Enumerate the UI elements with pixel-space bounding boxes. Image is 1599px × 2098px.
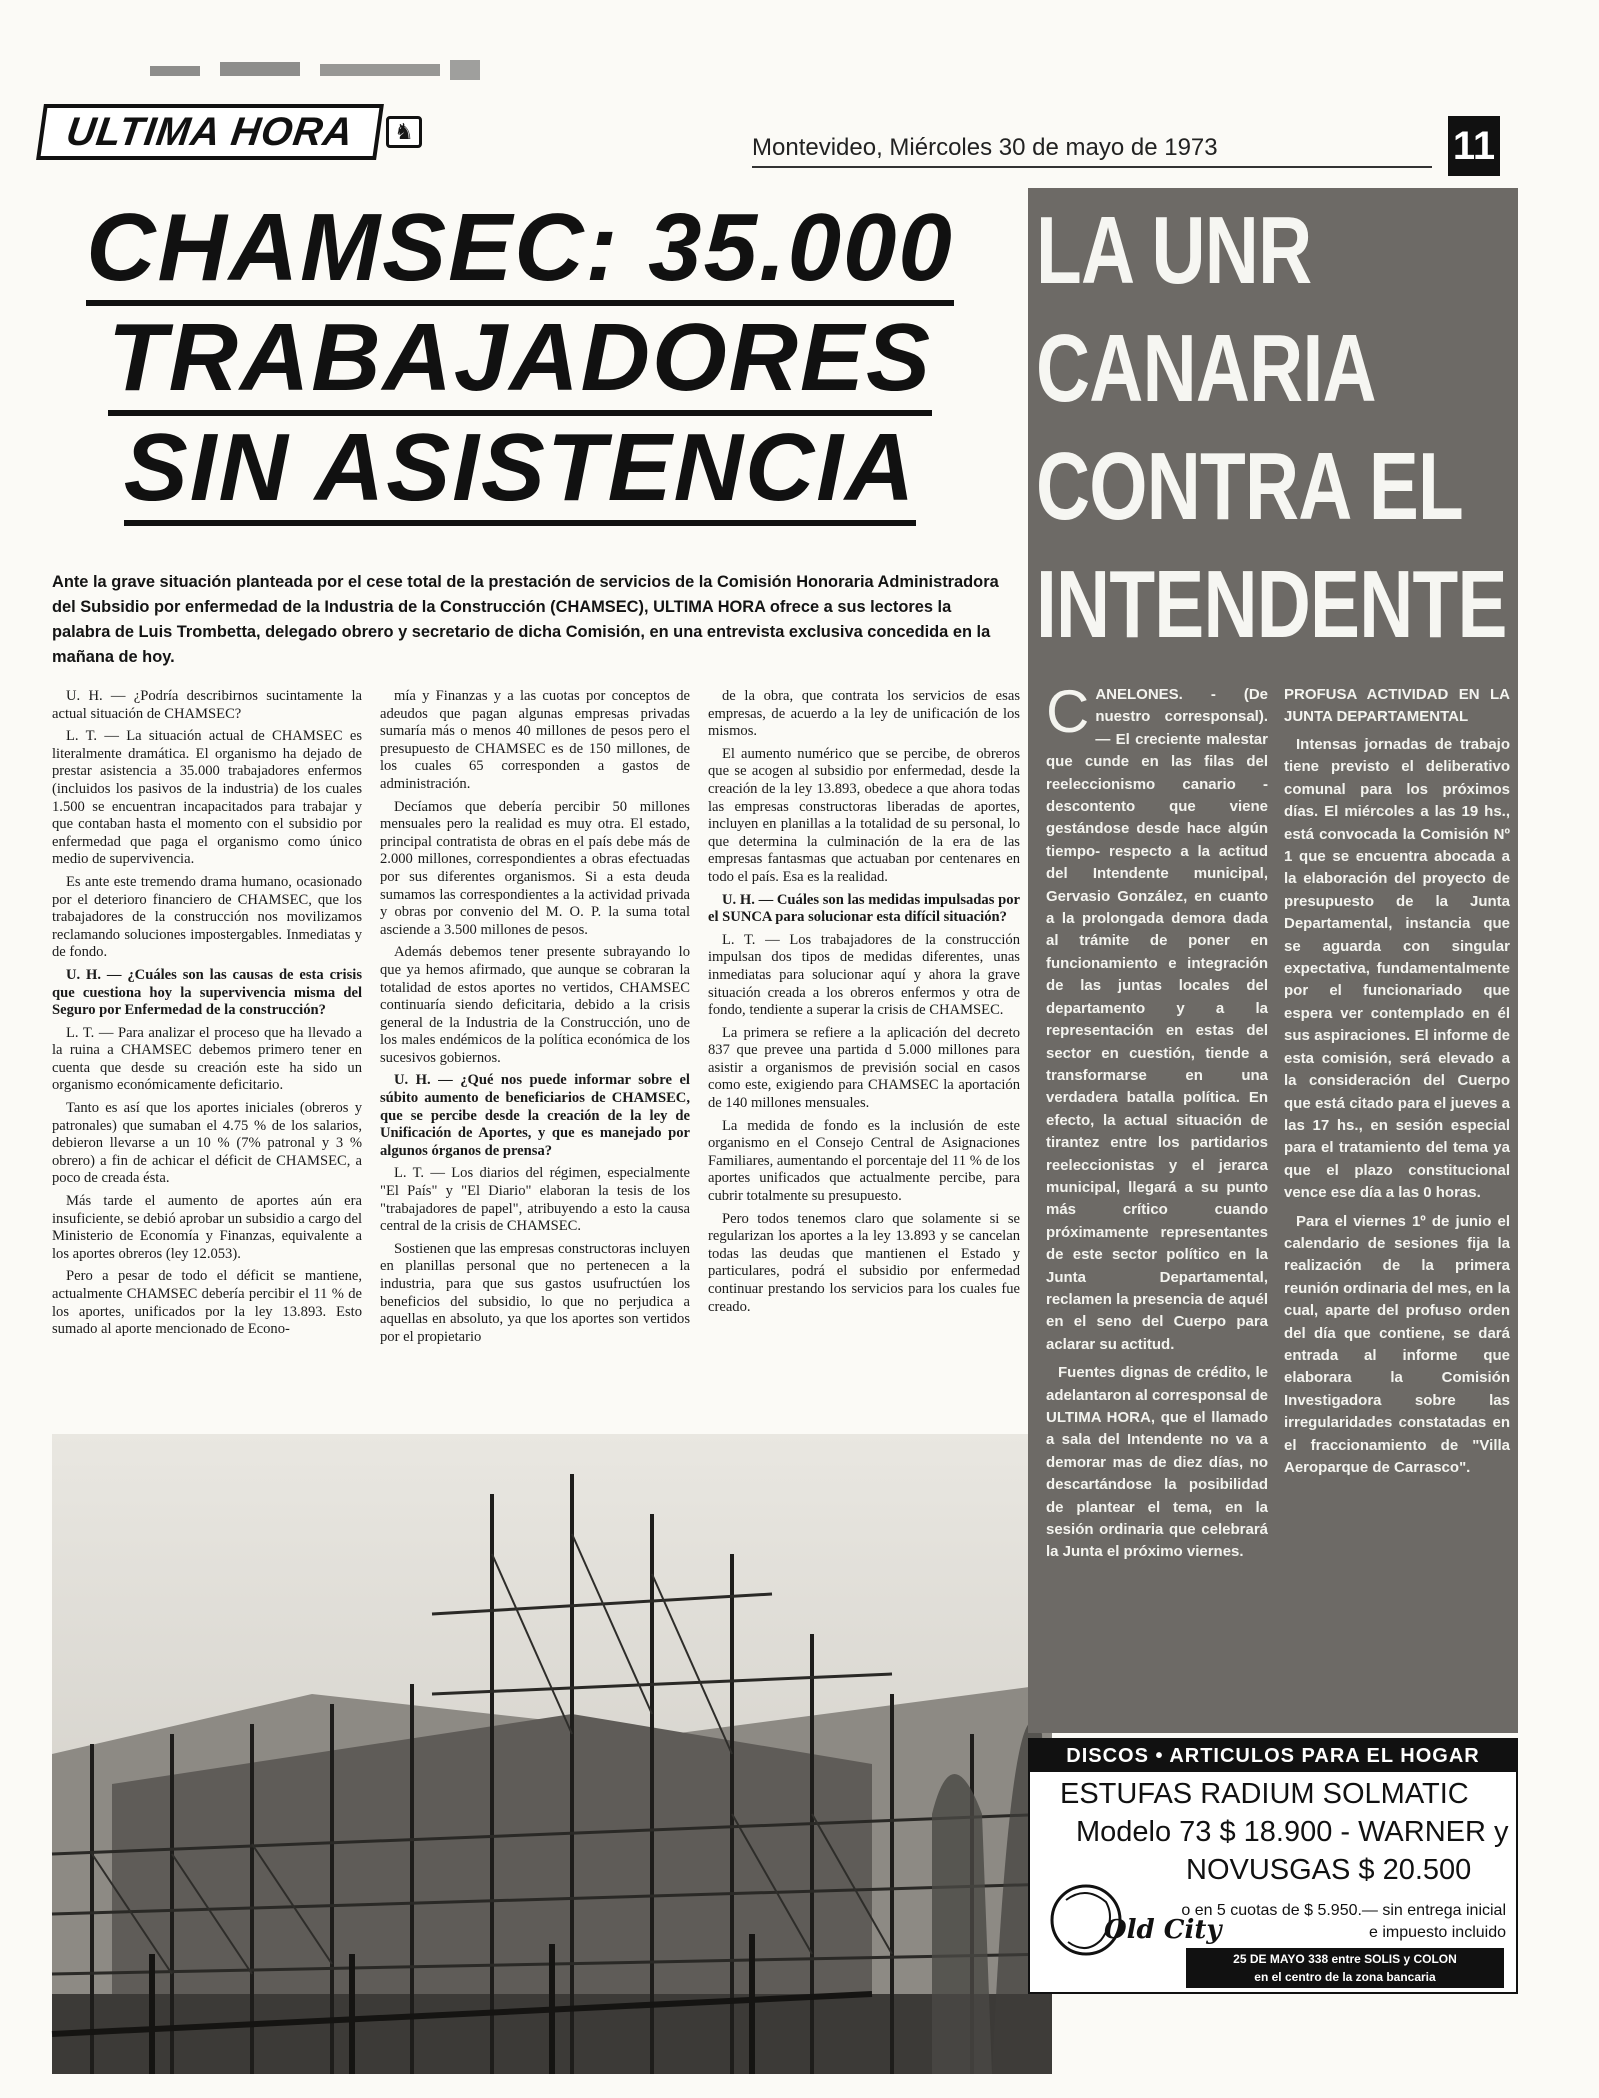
sidebar-headline-line-4: INTENDENTE bbox=[1036, 551, 1507, 658]
ad-address bbox=[1186, 1948, 1504, 1988]
article-paragraph: Sostienen que las empresas constructoras incluyen en planillas personal que no pertenecen a la industria, para que sus gastos usufructúen los beneficios del subsidio, lo que no perjudica a aquellas en absoluto, ya que los aportes son vertidos por el propietario bbox=[380, 1240, 690, 1345]
sidebar-column-2 bbox=[1284, 684, 1510, 1485]
ad-address-line-2: en el centro de la zona bancaria bbox=[1254, 1970, 1436, 1984]
horse-emblem-icon: ♞ bbox=[386, 116, 422, 148]
sidebar-paragraph: Intensas jornadas de trabajo tiene previsto el deliberativo comunal para los próximos días. El miércoles a las 19 hs., está convocada la Comisión Nº 1 que se encuentra abocada a la elaboración del proyecto de presupuesto de la Junta Departamental, instancia que se aguarda con singular expectativa, fundamentalmente por el funcionariado que espera ver contemplado en él sus aspiraciones. El informe de esta comisión, será elevado a la consideración del Cuerpo que está citado para el jueves a las 17 hs., en sesión especial para el tratamiento del tema ya que el plazo constitucional vence ese día a las 0 horas. bbox=[1284, 736, 1510, 1202]
article-paragraph: mía y Finanzas y a las cuotas por conceptos de adeudos que pagan algunas empresas privadas sumaría más o menos 40 millones de pesos pero el presupuesto de CHAMSEC es de 150 millones, de los cuales 65 corresponden a gastos de administración. bbox=[380, 688, 690, 792]
article-paragraph: de la obra, que contrata los servicios de esas empresas, de acuerdo a la ley de unificación de los mismos. bbox=[708, 688, 1020, 740]
sidebar-column-1 bbox=[1046, 678, 1268, 1570]
article-column-1 bbox=[52, 688, 362, 1344]
newspaper-logo: ULTIMA HORA bbox=[36, 104, 384, 160]
old-city-logo bbox=[1046, 1880, 1222, 1960]
interview-question: U. H. — Cuáles son las medidas impulsadas por el SUNCA para solucionar esta difícil situación? bbox=[708, 891, 1020, 926]
article-paragraph: Decíamos que debería percibir 50 millones mensuales pero la realidad es muy otra. El estado, principal contratista de obras en el país debe más de 2.000 millones, correspondientes a obras efectuadas por sus diferentes organismos. Si a esta deuda sumamos las correspondientes a la actividad privada y obras por convenio del M. O. P. la suma total asciende a 3.500 millones de pesos. bbox=[380, 798, 690, 938]
article-paragraph: La primera se refiere a la aplicación del decreto 837 que prevee una partida d 5.000 millones para asistir a organismos de previsión social en casos como este, exigiendo para CHAMSEC la aportación de 140 millones mensuales. bbox=[708, 1024, 1020, 1112]
ad-product-line: ESTUFAS RADIUM SOLMATIC bbox=[1060, 1778, 1469, 1810]
article-lead: Ante la grave situación planteada por el cese total de la prestación de servicios de la Comisión Honoraria Administradora del Subsidio por enfermedad de la Industria de la Construcción (CHAMSEC), ULTIMA HORA ofrece a sus lectores la palabra de Luis Trombetta, delegado obrero y secretario de dicha Comisión, en una entrevista exclusiva concedida en la mañana de hoy. bbox=[52, 573, 999, 666]
ad-price-line-2: NOVUSGAS $ 20.500 bbox=[1186, 1854, 1472, 1886]
logo-wordmark: Old City bbox=[1104, 1915, 1222, 1945]
sidebar-paragraph: Para el viernes 1º de junio el calendario de sesiones fija la realización de la primera reunión ordinaria del mes, en la cual, aparte del profuso orden del día que contiene, se dará entrada al informe que elaborara la Comisión Investigadora sobre las irregularidades constatadas en el fraccionamiento de "Villa Aeroparque de Carrasco". bbox=[1284, 1212, 1510, 1476]
article-paragraph: Es ante este tremendo drama humano, ocasionado por el deterioro financiero de CHAMSEC, que los trabajadores de la construcción nos movilizamos reclamando soluciones impostergables. Inmediatas y de fondo. bbox=[52, 873, 362, 961]
article-paragraph: Más tarde el aumento de aportes aún era insuficiente, se debió aprobar un subsidio a cargo del Ministerio de Economía y Finanzas, equivalente a los aportes obreros (ley 12.053). bbox=[52, 1193, 362, 1262]
article-paragraph: L. T. — Para analizar el proceso que ha llevado a la ruina a CHAMSEC debemos primero tener en cuenta que desde su creación este ha sido un organismo económicamente deficitario. bbox=[52, 1024, 362, 1094]
headline-line-2: TRABAJADORES bbox=[108, 306, 932, 416]
interview-question: U. H. — ¿Qué nos puede informar sobre el súbito aumento de beneficiarios de CHAMSEC, que se percibe desde la creación de la ley de Unificación de Aportes, y que es manejado por algunos órganos de prensa? bbox=[380, 1072, 690, 1159]
article-paragraph: L. T. — Los trabajadores de la construcción impulsan dos tipos de medidas diferentes, unas inmediatas para solucionar aquí y ahora la grave situación creada a los obreros enfermos y otra de fondo, tendiente a superar la crisis de CHAMSEC. bbox=[708, 931, 1020, 1019]
sidebar-headline-line-3: CONTRA EL bbox=[1036, 433, 1463, 540]
article-column-2 bbox=[380, 688, 690, 1351]
ad-price-line: Modelo 73 $ 18.900 - WARNER y bbox=[1076, 1816, 1509, 1848]
sidebar-headline bbox=[1036, 192, 1507, 664]
article-paragraph: Tanto es así que los aportes iniciales (obreros y patronales) que sumaban el 4.75 % de los salarios, debieron llevarse a un 10 % (7% patronal y 3 % obrero) a fin de achicar el déficit de CHAMSEC, a poco de creada ésta. bbox=[52, 1100, 362, 1187]
page-number: 11 bbox=[1448, 116, 1500, 176]
ad-terms: o en 5 cuotas de $ 5.950.— sin entrega inicial e impuesto incluido bbox=[1181, 1902, 1506, 1941]
dateline: Montevideo, Miércoles 30 de mayo de 1973 bbox=[752, 134, 1218, 161]
main-headline bbox=[60, 196, 980, 526]
article-paragraph: Además debemos tener presente subrayando lo que ya hemos afirmado, que aunque se cobraran la totalidad de estos aportes no vertidos, CHAMSEC continuaría siendo deficitaria, debido a la crisis general de la Industria de la Construcción, uno de los males endémicos de la política económica de los sucesivos gobiernos. bbox=[380, 944, 690, 1066]
article-paragraph: El aumento numérico que se percibe, de obreros que se acogen al subsidio por enfermedad, desde la creación de la ley 13.893, obedece a que ahora todas las empresas constructoras liberadas de aportes, incluyen en planillas a la totalidad de su personal, lo que determina la culminación de la era de las empresas fantasmas que actuaban por centenares en todo el país. Esa es la realidad. bbox=[708, 745, 1020, 885]
article-paragraph: La medida de fondo es la inclusión de este organismo en el Consejo Central de Asignaciones Familiares, aumentando el porcentaje del 11 % de los aportes unificados que actualmente percibe, para cubrir totalmente su presupuesto. bbox=[708, 1117, 1020, 1205]
ad-banner: DISCOS • ARTICULOS PARA EL HOGAR bbox=[1030, 1740, 1516, 1772]
masthead-rule bbox=[752, 166, 1432, 168]
sidebar-paragraph: ANELONES. - (De nuestro corresponsal). — El creciente malestar que cunde en las filas del reeleccionismo canario -descontento que viene gestándose desde hace algún tiempo- respecto a la actitud del Intendente municipal, Gervasio González, en cuanto a la prolongada demora dada al trámite de poner en funcionamiento e integración de las juntas locales del departamento y a la representación en estas del sector en cuestión, tiende a transformarse en una verdadera batalla política. En efecto, la actual situación de tirantez entre los partidarios reeleccionistas y el jerarca municipal, llegará a su punto más crítico cuando próximamente representantes de este sector político en la Junta Departamental, reclamen la presencia de aquél en el seno del Cuerpo para aclarar su actitud. bbox=[1046, 686, 1268, 1353]
construction-site-photo bbox=[52, 1434, 1052, 2074]
sidebar-subheading: PROFUSA ACTIVIDAD EN LA JUNTA DEPARTAMENTAL bbox=[1284, 686, 1510, 725]
ad-address-line-1: 25 DE MAYO 338 entre SOLIS y COLON bbox=[1233, 1952, 1457, 1966]
article-column-3 bbox=[708, 688, 1020, 1321]
article-paragraph: L. T. — La situación actual de CHAMSEC es literalmente dramática. El organismo ha dejado de prestar asistencia a 35.000 trabajadores enfermos (incluidos los pasivos de la industria) de los cuales 1.500 se encuentran incapacitados para trabajar y que contaban hasta el momento con el subsidio por enfermedad que paga el organismo como único medio de supervivencia. bbox=[52, 728, 362, 868]
sidebar-headline-line-1: LA UNR bbox=[1036, 197, 1312, 304]
sidebar-headline-line-2: CANARIA bbox=[1036, 315, 1376, 422]
article-paragraph: Pero a pesar de todo el déficit se mantiene, actualmente CHAMSEC debería percibir el 11 % de los aportes, unificados por la ley 13.893. Esto sumado al aporte mencionado de Econo- bbox=[52, 1268, 362, 1338]
headline-line-3: SIN ASISTENCIA bbox=[124, 416, 917, 526]
headline-line-1: CHAMSEC: 35.000 bbox=[86, 196, 954, 306]
article-paragraph: U. H. — ¿Podría describirnos sucintamente la actual situación de CHAMSEC? bbox=[52, 688, 362, 722]
interview-question: U. H. — ¿Cuáles son las causas de esta crisis que cuestiona hoy la supervivencia misma del Seguro por Enfermedad de la construcción? bbox=[52, 966, 362, 1019]
print-smudge bbox=[150, 58, 490, 84]
sidebar-paragraph: Fuentes dignas de crédito, le adelantaron al corresponsal de ULTIMA HORA, que el llamado a sala del Intendente no va a demorar mas de diez días, no descartándose la posibilidad de plantear el tema, en la sesión ordinaria que celebrará la Junta el próximo viernes. bbox=[1046, 1364, 1268, 1561]
drop-cap: C bbox=[1046, 678, 1090, 745]
article-paragraph: L. T. — Los diarios del régimen, especialmente "El País" y "El Diario" elaboran la tesis de los "trabajadores de papel", atribuyendo a esto la causa central de la crisis de CHAMSEC. bbox=[380, 1165, 690, 1235]
article-paragraph: Pero todos tenemos claro que solamente si se regularizan los aportes a la ley 13.893 y se cancelan todas las deudas que mantienen el Estado y particulares, podrá el subsidio por enfermedad continuar prestando los servicios para los cuales fue creado. bbox=[708, 1210, 1020, 1315]
